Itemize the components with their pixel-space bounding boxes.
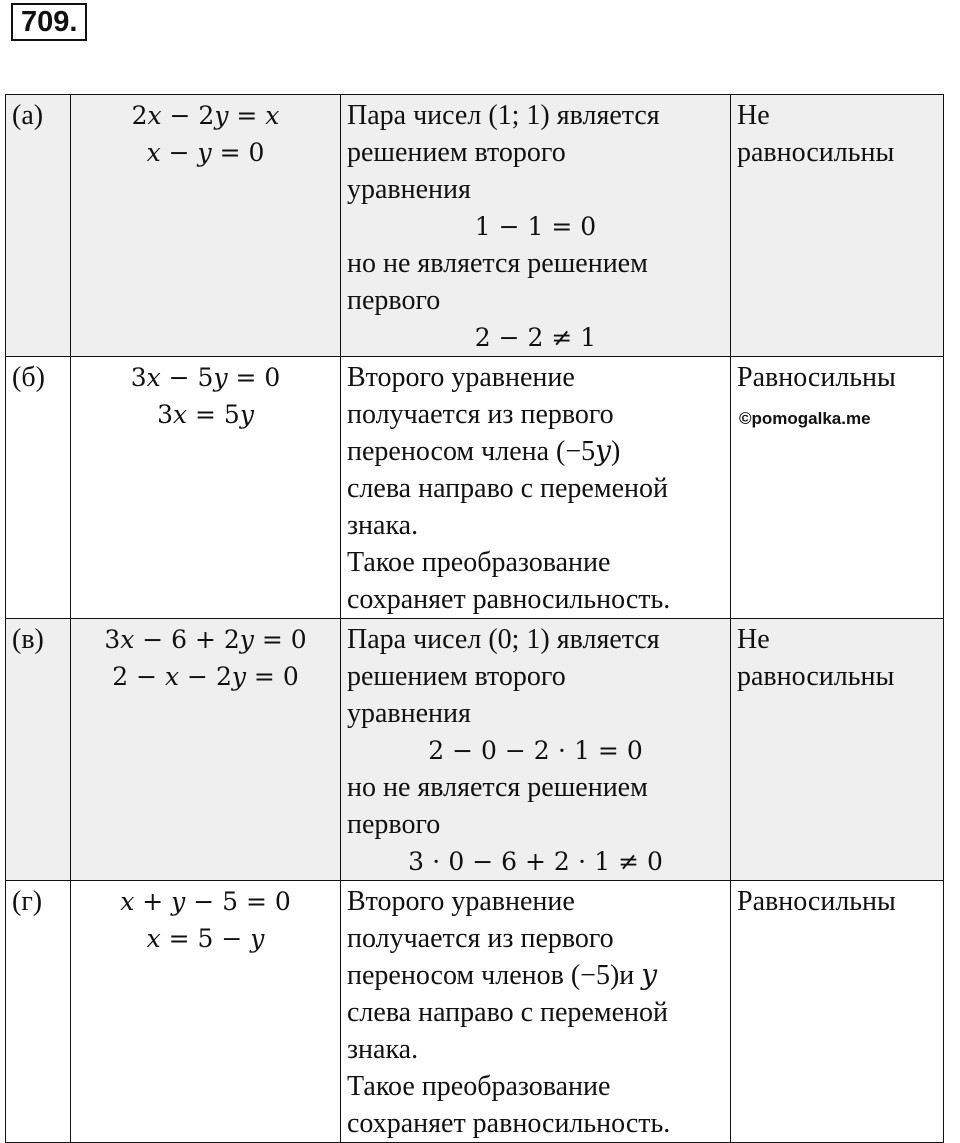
explanation-line: уравнения bbox=[347, 698, 471, 729]
equation: 𝑥 + 𝑦 − 5 = 0 bbox=[120, 887, 291, 916]
explanation-line: слева направо с переменой bbox=[347, 997, 668, 1028]
row-label: (в) bbox=[6, 619, 71, 881]
solution-table bbox=[5, 94, 944, 1143]
explanation-cell bbox=[341, 619, 731, 881]
result-text: равносильны bbox=[737, 137, 895, 168]
result-text: Равносильны bbox=[737, 886, 896, 917]
explanation-line: Такое преобразование bbox=[347, 1071, 611, 1102]
table-row bbox=[6, 357, 944, 619]
explanation-line: получается из первого bbox=[347, 399, 614, 430]
explanation-line: знака. bbox=[347, 1034, 419, 1065]
check-equation: 2 − 0 − 2 ⋅ 1 = 0 bbox=[428, 736, 643, 765]
check-equation: 1 − 1 = 0 bbox=[474, 212, 597, 241]
explanation-line: слева направо с переменой bbox=[347, 473, 668, 504]
row-label: (г) bbox=[6, 881, 71, 1143]
table-row bbox=[6, 619, 944, 881]
row-label: (б) bbox=[6, 357, 71, 619]
equation: 𝑥 = 5 − 𝑦 bbox=[146, 924, 265, 953]
explanation-line: знака. bbox=[347, 510, 419, 541]
result-cell bbox=[731, 95, 944, 357]
explanation-line: Второго уравнение bbox=[347, 362, 575, 393]
explanation-line: решением второго bbox=[347, 137, 566, 168]
result-text: равносильны bbox=[737, 661, 895, 692]
explanation-line: но не является решением bbox=[347, 772, 648, 803]
table-row bbox=[6, 95, 944, 357]
explanation-line: переносом члена (−5𝑦) bbox=[347, 436, 621, 467]
result-cell bbox=[731, 619, 944, 881]
table-row bbox=[6, 881, 944, 1143]
result-text: Равносильны bbox=[737, 362, 896, 393]
explanation-line: переносом членов (−5)и 𝑦 bbox=[347, 960, 658, 991]
equation: 2 − 𝑥 − 2𝑦 = 0 bbox=[112, 662, 299, 691]
explanation-line: Пара чисел (1; 1) является bbox=[347, 100, 660, 131]
explanation-cell bbox=[341, 357, 731, 619]
equation: 2𝑥 − 2𝑦 = 𝑥 bbox=[131, 101, 280, 130]
system-cell bbox=[71, 881, 341, 1143]
explanation-cell bbox=[341, 881, 731, 1143]
result-cell bbox=[731, 357, 944, 619]
equation: 3𝑥 = 5𝑦 bbox=[157, 400, 254, 429]
watermark: ©pomogalka.me bbox=[739, 409, 871, 428]
result-cell bbox=[731, 881, 944, 1143]
system-cell bbox=[71, 619, 341, 881]
check-equation: 3 ⋅ 0 − 6 + 2 ⋅ 1 ≠ 0 bbox=[408, 847, 663, 876]
explanation-line: Второго уравнение bbox=[347, 886, 575, 917]
task-number: 709. bbox=[11, 3, 87, 41]
explanation-cell bbox=[341, 95, 731, 357]
explanation-line: Такое преобразование bbox=[347, 547, 611, 578]
explanation-line: уравнения bbox=[347, 174, 471, 205]
explanation-line: но не является решением bbox=[347, 248, 648, 279]
explanation-line: получается из первого bbox=[347, 923, 614, 954]
system-cell bbox=[71, 357, 341, 619]
result-text: Не bbox=[737, 100, 770, 131]
equation: 𝑥 − 𝑦 = 0 bbox=[146, 138, 265, 167]
equation: 3𝑥 − 5𝑦 = 0 bbox=[130, 363, 281, 392]
equation: 3𝑥 − 6 + 2𝑦 = 0 bbox=[104, 625, 307, 654]
explanation-line: сохраняет равносильность. bbox=[347, 584, 671, 615]
row-label: (а) bbox=[6, 95, 71, 357]
check-equation: 2 − 2 ≠ 1 bbox=[474, 323, 597, 352]
explanation-line: первого bbox=[347, 285, 441, 316]
explanation-line: сохраняет равносильность. bbox=[347, 1108, 671, 1139]
explanation-line: Пара чисел (0; 1) является bbox=[347, 624, 660, 655]
result-text: Не bbox=[737, 624, 770, 655]
explanation-line: решением второго bbox=[347, 661, 566, 692]
explanation-line: первого bbox=[347, 809, 441, 840]
system-cell bbox=[71, 95, 341, 357]
